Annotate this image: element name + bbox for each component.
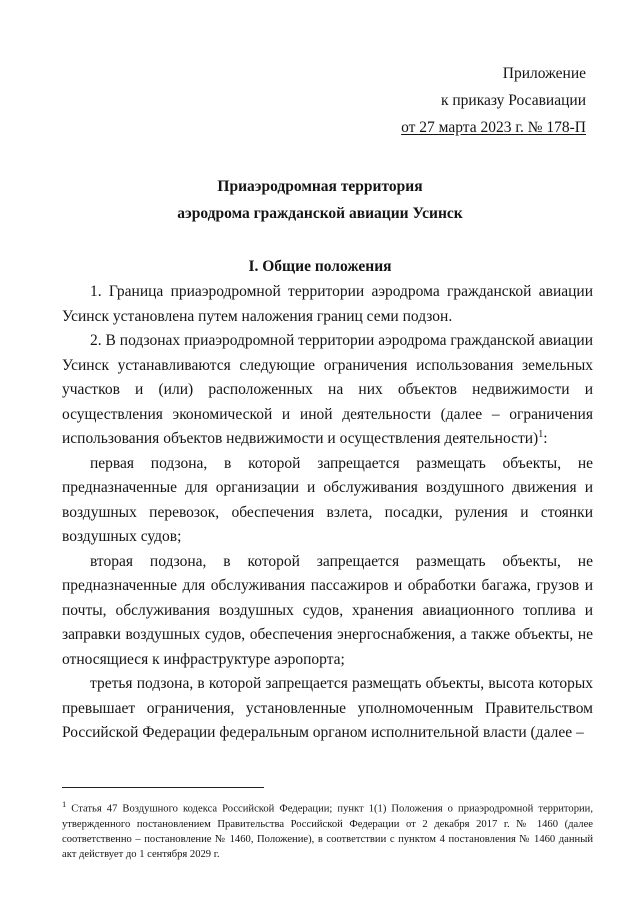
appendix-label: Приложение: [502, 65, 586, 82]
subzone-1-paragraph: первая подзона, в которой запрещается размещать объекты, не предназначенные для организации и обслуживания воздушного движения и воздушных перевозок, обеспечения взлета, посадки, руления и стоянки воздушных судов;: [62, 454, 593, 545]
paragraph-1: 1. Граница приаэродромной территории аэродрома гражданской авиации Усинск установлена путем наложения границ семи подзон.: [62, 283, 593, 325]
paragraph-2-text: 2. В подзонах приаэродромной территории аэродрома гражданской авиации Усинск устанавливаются следующие ограничения использования земельных участков и (или) расположенных на них объектов недвижимости и осуществления экономической и иной деятельности (далее – ограничения использования объектов недвижимости и осуществления деятельности): [62, 332, 593, 447]
subzone-3-paragraph: третья подзона, в которой запрещается размещать объекты, высота которых превышает ограничения, установленные уполномоченным Правительством Российской Федерации федеральным органом исполнительной власти (далее –: [62, 675, 593, 741]
paragraph-2: [62, 329, 593, 452]
footnote-marker: 1: [62, 799, 67, 809]
title-line-2: аэродрома гражданской авиации Усинск: [177, 205, 463, 222]
title-line-1: Приаэродромная территория: [217, 178, 423, 195]
order-reference: к приказу Росавиации: [440, 92, 586, 109]
footnote-ref: 1: [538, 428, 544, 440]
footnote: [62, 797, 593, 862]
document-title: [0, 173, 640, 227]
footnote-text: Статья 47 Воздушного кодекса Российской Федерации; пункт 1(1) Положения о приаэродромной территории, утвержденного постановлением Правительства Российской Федерации от 2 декабря 2017 г. № 1460 (далее соответственно – постановление № 1460, Положение), в соответствии с пунктом 4 постановления № 1460 данный акт действует до 1 сентября 2029 г.: [62, 803, 593, 860]
document-body: [62, 280, 593, 746]
footnote-divider: [62, 787, 264, 788]
subzone-2-paragraph: вторая подзона, в которой запрещается размещать объекты, не предназначенные для обслуживания пассажиров и обработки багажа, грузов и почты, обслуживания воздушных судов, хранения авиационного топлива и заправки воздушных судов, обеспечения энергоснабжения, а также объекты, не относящиеся к инфраструктуре аэропорта;: [62, 552, 593, 668]
section-heading: I. Общие положения: [248, 258, 392, 275]
order-date-number: от 27 марта 2023 г. № 178-П: [401, 119, 586, 136]
document-header: [396, 60, 586, 141]
paragraph-2-colon: :: [543, 430, 548, 447]
